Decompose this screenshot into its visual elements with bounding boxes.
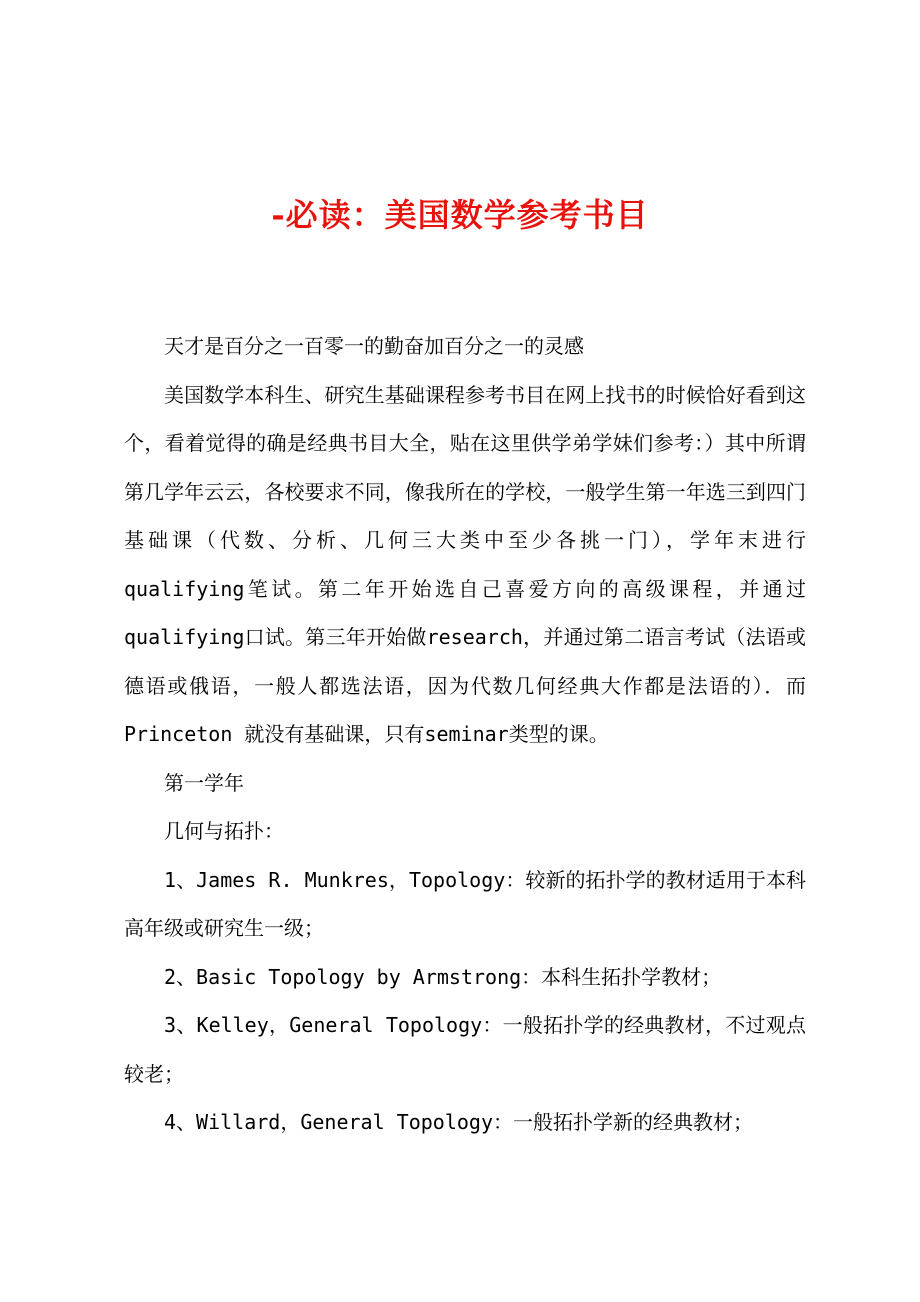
paragraph-intro: 美国数学本科生、研究生基础课程参考书目在网上找书的时候恰好看到这个，看着觉得的确是经典书目大全，贴在这里供学弟学妹们参考：）其中所谓第几学年云云，各校要求不同，像我所在的学校，一般学生第一年选三到四门基础课（代数、分析、几何三大类中至少各挑一门），学年末进行qualifying笔试。第二年开始选自己喜爱方向的高级课程，并通过qualifying口试。第三年开始做research，并通过第二语言考试（法语或德语或俄语，一般人都选法语，因为代数几何经典大作都是法语的）．而Princeton 就没有基础课，只有seminar类型的课。 bbox=[124, 382, 806, 746]
paragraph-quote: 天才是百分之一百零一的勤奋加百分之一的灵感 bbox=[164, 334, 584, 358]
section-heading-first-year: 第一学年 bbox=[164, 770, 244, 795]
list-item-munkres: 1、James R. Munkres，Topology：较新的拓扑学的教材适用于本科高年级或研究生一级； bbox=[124, 867, 806, 940]
list-item-armstrong: 2、Basic Topology by Armstrong：本科生拓扑学教材； bbox=[164, 964, 722, 989]
subsection-heading-geometry-topology: 几何与拓扑： bbox=[164, 819, 284, 843]
document-body bbox=[124, 322, 806, 1147]
list-item-kelley: 3、Kelley，General Topology：一般拓扑学的经典教材，不过观点较老； bbox=[124, 1013, 806, 1086]
document-title: -必读：美国数学参考书目 bbox=[271, 196, 649, 234]
list-item-willard: 4、Willard，General Topology：一般拓扑学新的经典教材； bbox=[164, 1110, 753, 1134]
